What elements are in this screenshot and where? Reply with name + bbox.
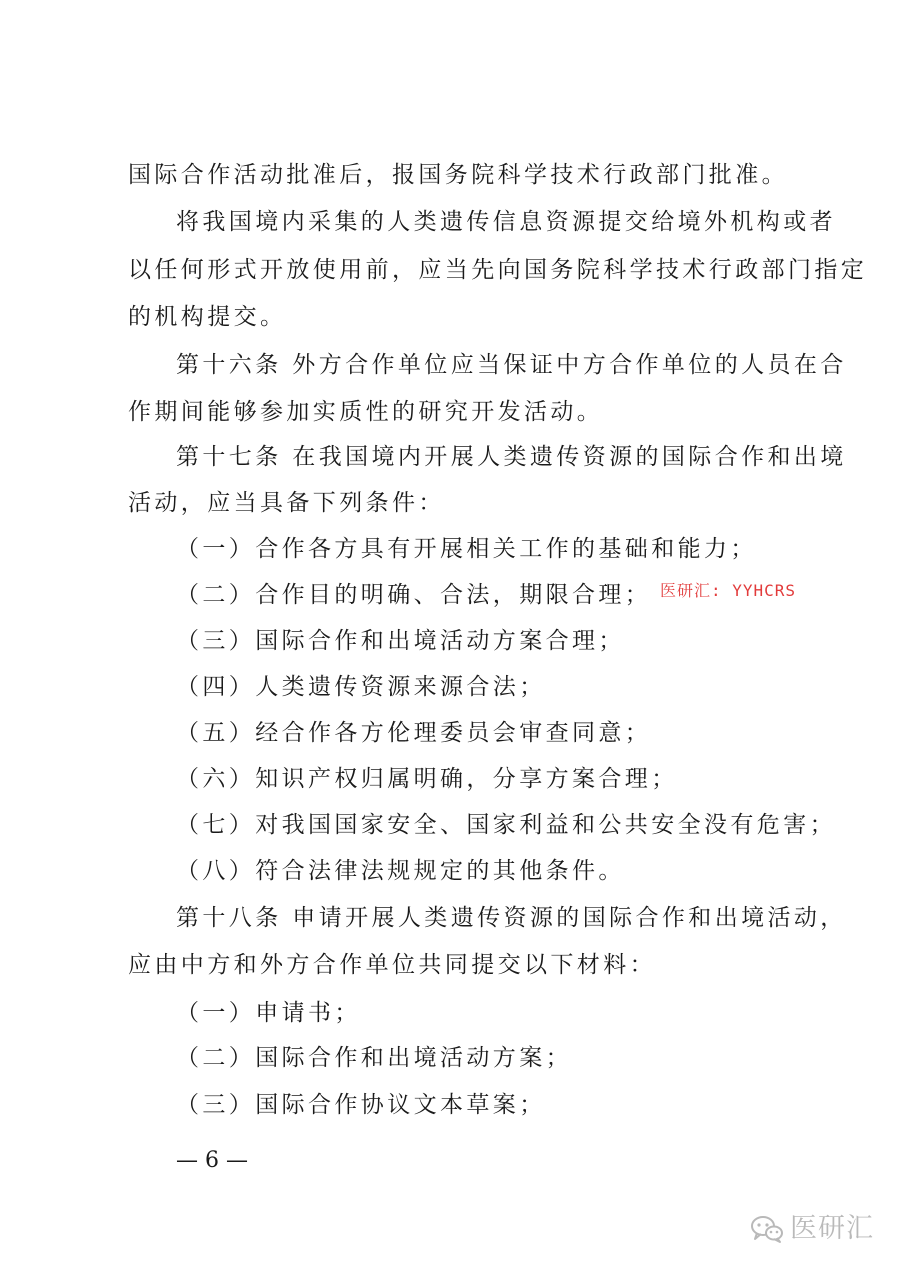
condition-item: （五）经合作各方伦理委员会审查同意；	[176, 720, 652, 746]
body-text-line: 将我国境内采集的人类遗传信息资源提交给境外机构或者	[176, 209, 836, 235]
brand-label: 医研汇	[790, 1213, 874, 1244]
material-item: （三）国际合作协议文本草案；	[176, 1092, 546, 1118]
condition-item: （一）合作各方具有开展相关工作的基础和能力；	[176, 536, 757, 562]
body-text-line: 以任何形式开放使用前，应当先向国务院科学技术行政部门指定	[128, 257, 868, 283]
condition-item: （二）合作目的明确、合法，期限合理；	[176, 582, 652, 608]
article-16-line: 第十六条 外方合作单位应当保证中方合作单位的人员在合	[176, 352, 847, 378]
condition-item: （七）对我国国家安全、国家利益和公共安全没有危害；	[176, 812, 836, 838]
condition-item: （六）知识产权归属明确，分享方案合理；	[176, 766, 678, 792]
condition-item: （四）人类遗传资源来源合法；	[176, 674, 546, 700]
body-text-line: 活动，应当具备下列条件：	[128, 490, 445, 516]
article-17-line: 第十七条 在我国境内开展人类遗传资源的国际合作和出境	[176, 444, 847, 470]
condition-item: （三）国际合作和出境活动方案合理；	[176, 628, 625, 654]
body-text-line: 作期间能够参加实质性的研究开发活动。	[128, 399, 604, 425]
brand-watermark	[750, 1212, 874, 1246]
body-text-line: 的机构提交。	[128, 304, 287, 330]
article-18-line: 第十八条 申请开展人类遗传资源的国际合作和出境活动，	[176, 905, 847, 931]
material-item: （二）国际合作和出境活动方案；	[176, 1045, 572, 1071]
body-text-line: 应由中方和外方合作单位共同提交以下材料：	[128, 952, 656, 978]
wechat-icon	[750, 1214, 784, 1244]
watermark-text: 医研汇: YYHCRS	[660, 581, 797, 600]
page-number: — 6 —	[176, 1148, 248, 1173]
body-text-line: 国际合作活动批准后，报国务院科学技术行政部门批准。	[128, 162, 788, 188]
condition-item: （八）符合法律法规规定的其他条件。	[176, 858, 625, 884]
material-item: （一）申请书；	[176, 1000, 361, 1026]
